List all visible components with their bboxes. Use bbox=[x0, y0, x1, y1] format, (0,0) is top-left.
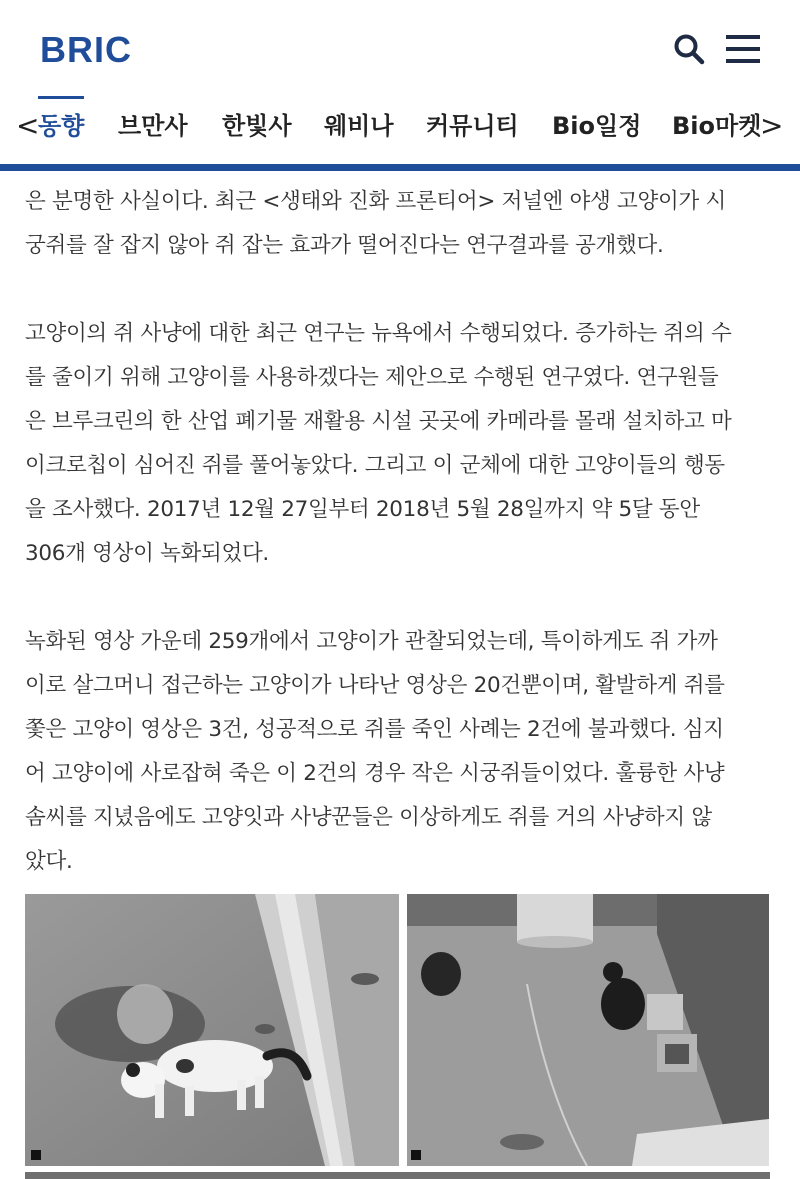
active-tab-underline bbox=[38, 96, 84, 99]
text-line: 를 줄이기 위해 고양이를 사용하겠다는 제안으로 수행된 연구였다. 연구원들 bbox=[25, 365, 719, 390]
nav-prev-arrow[interactable]: < bbox=[16, 109, 40, 142]
article-images bbox=[25, 894, 770, 1179]
text-line: 궁쥐를 잘 잡지 않아 쥐 잡는 효과가 떨어진다는 연구결과를 공개했다. bbox=[25, 233, 664, 258]
text-line: 았다. bbox=[25, 849, 73, 874]
tab-bmansa[interactable]: 브만사 bbox=[118, 112, 188, 140]
bric-logo[interactable]: BRIC bbox=[40, 29, 132, 70]
nav-next-arrow[interactable]: > bbox=[760, 109, 784, 142]
text-line: 어 고양이에 사로잡혀 죽은 이 2건의 경우 작은 시궁쥐들이었다. 훌륭한 사냥 bbox=[25, 761, 725, 786]
tab-webinar[interactable]: 웨비나 bbox=[324, 112, 394, 140]
article-paragraph bbox=[25, 620, 785, 884]
site-header bbox=[0, 0, 800, 96]
tab-bio-market[interactable]: Bio마켓 bbox=[672, 112, 762, 140]
text-line: 은 브루크린의 한 산업 폐기물 재활용 시설 곳곳에 카메라를 몰래 설치하고 마 bbox=[25, 409, 732, 434]
tab-bio-schedule[interactable]: Bio일정 bbox=[552, 112, 642, 140]
text-line: 녹화된 영상 가운데 259개에서 고양이가 관찰되었는데, 특이하게도 쥐 가까 bbox=[25, 629, 718, 654]
text-line: 솜씨를 지녔음에도 고양잇과 사냥꾼들은 이상하게도 쥐를 거의 사냥하지 않 bbox=[25, 805, 712, 830]
menu-icon bbox=[724, 32, 762, 66]
text-line: 고양이의 쥐 사냥에 대한 최근 연구는 뉴욕에서 수행되었다. 증가하는 쥐의 수 bbox=[25, 321, 732, 346]
menu-button[interactable] bbox=[724, 32, 762, 66]
text-line: 을 조사했다. 2017년 12월 27일부터 2018년 5월 28일까지 약 5달 동안 bbox=[25, 497, 700, 522]
next-image-strip bbox=[25, 1172, 770, 1179]
article-body bbox=[25, 180, 785, 884]
text-line: 이로 살그머니 접근하는 고양이가 나타난 영상은 20건뿐이며, 활발하게 쥐를 bbox=[25, 673, 725, 698]
text-line: 306개 영상이 녹화되었다. bbox=[25, 541, 269, 566]
text-line: 은 분명한 사실이다. 최근 <생태와 진화 프론티어> 저널엔 야생 고양이가 시 bbox=[25, 189, 726, 214]
article-paragraph bbox=[25, 180, 785, 268]
tab-community[interactable]: 커뮤니티 bbox=[426, 112, 519, 140]
article-paragraph bbox=[25, 312, 785, 576]
search-button[interactable] bbox=[672, 32, 706, 66]
text-line: 이크로칩이 심어진 쥐를 풀어놓았다. 그리고 이 군체에 대한 고양이들의 행동 bbox=[25, 453, 725, 478]
cat-camera-photo-black-cats bbox=[407, 894, 769, 1166]
nav-divider-bar bbox=[0, 164, 800, 171]
text-line: 쫓은 고양이 영상은 3건, 성공적으로 쥐를 죽인 사례는 2건에 불과했다. 심지 bbox=[25, 717, 724, 742]
category-nav bbox=[0, 96, 800, 162]
tab-trends[interactable]: 동향 bbox=[38, 112, 85, 140]
tab-hanbitsa[interactable]: 한빛사 bbox=[222, 112, 292, 140]
search-icon bbox=[672, 32, 706, 66]
cat-camera-photo-white-cat bbox=[25, 894, 399, 1166]
